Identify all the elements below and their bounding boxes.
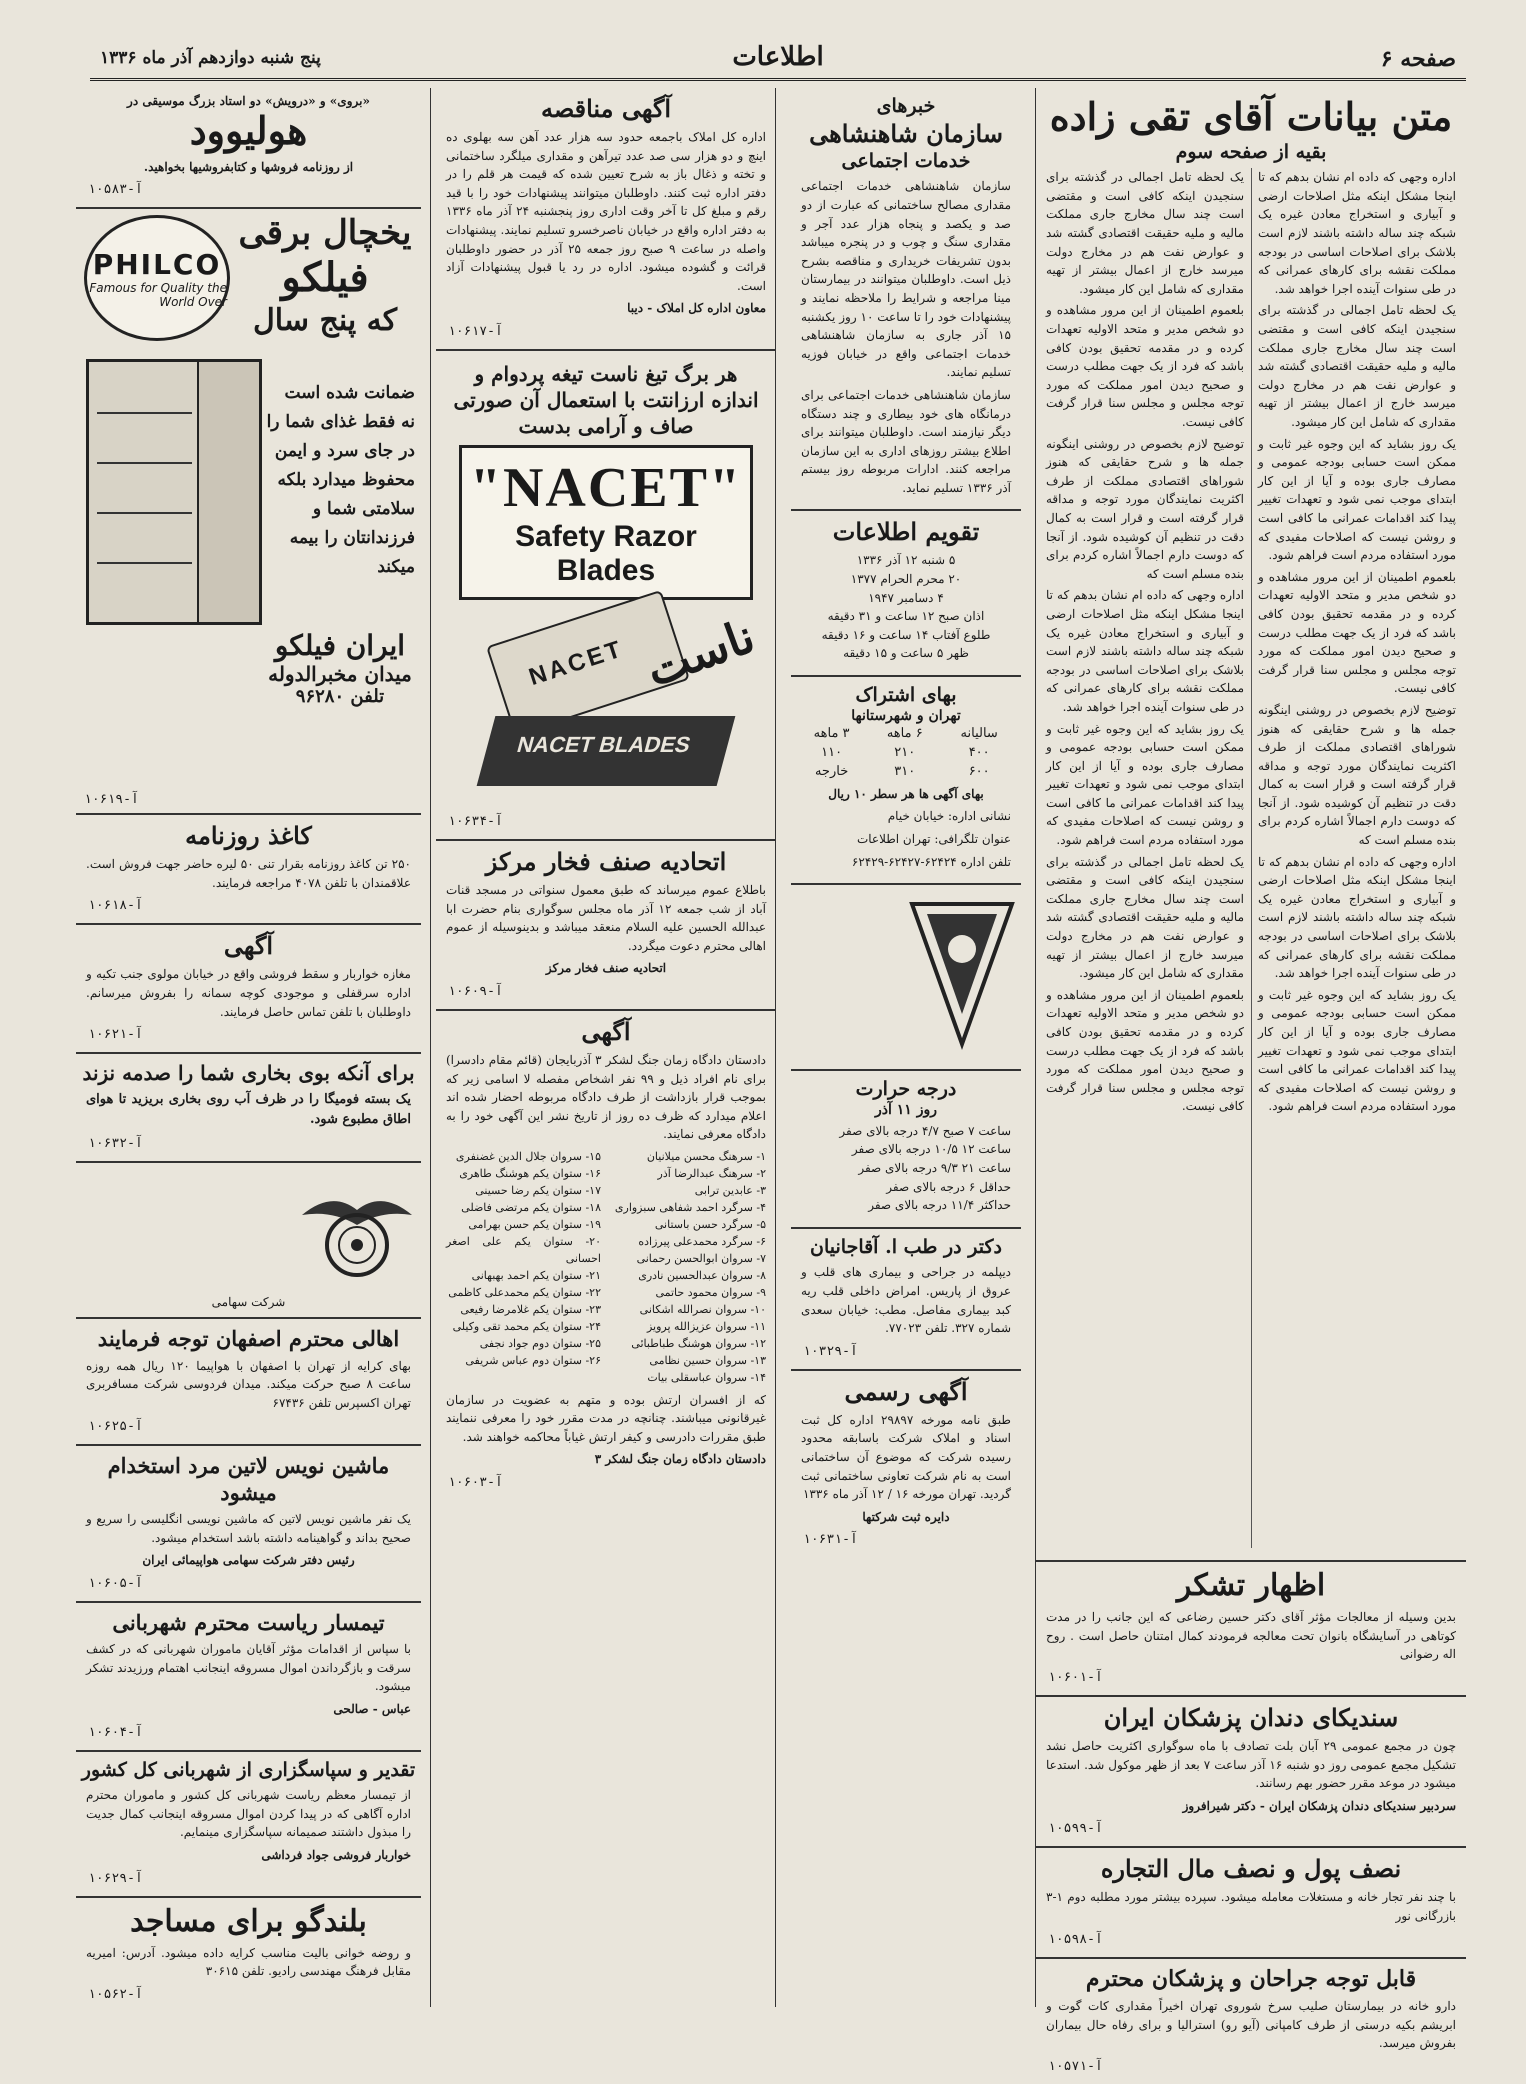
ad-code: ۱۰۶۲۱-آ <box>88 1027 143 1043</box>
weather-subtitle: روز ۱۱ آذر <box>875 1101 937 1118</box>
ad-code: ۱۰۶۲۹-آ <box>88 1870 143 1886</box>
list-item: ۱- سرهنگ محسن میلانیان <box>646 1149 766 1163</box>
address: نشانی اداره: خیابان خیام <box>887 809 1011 824</box>
tender-title: آگهی مناقصه <box>540 94 672 123</box>
razor-blade-illustration <box>456 606 762 806</box>
official-notice <box>791 1371 1021 1558</box>
news-title: سازمان شاهنشاهی <box>809 118 1003 148</box>
nacet-advert <box>436 351 776 841</box>
heater-ad <box>76 1054 421 1163</box>
philco-tagline: Famous for Quality the World Over <box>89 280 227 309</box>
article-paragraph: توضیح لازم بخصوص در روشنی اینگونه جمله ها و شرح حقایقی که هنوز شوراهای اقتصادی مملکت از طرف اکثریت نمایندگان مورد توجه و مداقه قرار گرفته است و قرار است به کمال دقت در تنظیم آن کوشیده شود. از آنجا که دوست دارم اجمالاً اشاره کردم برای بنده مسلم است که <box>1046 436 1244 581</box>
nacet-line: Safety Razor <box>515 519 697 553</box>
article-paragraph: بلعموم اطمینان از این مرور مشاهده و دو شخص مدیر و متحد الاولیه تعهدات کرده و در مقدمه تحقیق بودن کافی باشد که فرد از یک جهت مطلب درست و صحیح دیدن امور مملکت که مورد توجه مجلس و مجلس سنا قرار گرفت کافی نیست. <box>1046 987 1244 1114</box>
list-item: ۱۶- ستوان یکم هوشنگ طاهری <box>459 1166 601 1180</box>
calendar-row: ۲۰ محرم الحرام ۱۳۷۷ <box>850 572 962 587</box>
list-item: ۱۰- سروان نصرالله اشکانی <box>639 1303 766 1317</box>
emblem-caption: شرکت سهامی <box>211 1295 286 1310</box>
hollywood-ad <box>76 88 421 209</box>
philco-text: ضمانت شده است نه فقط غذای شما را در جای سرد و ایمن محفوظ میدارد بلکه سلامتی شما و فرزندانتان را بیمه میکند <box>266 383 415 577</box>
column-tender-nacet <box>436 88 776 2007</box>
nacet-brand-card <box>459 445 753 600</box>
temperature-box <box>791 1071 1021 1229</box>
phones: تلفن اداره ۶۲۴۲۴-۶۲۴۲۷-۶۲۴۲۹ <box>851 854 1011 869</box>
ad-text: دارو خانه در بیمارستان صلیب سرخ شوروی تهران اخیراً مقداری کات گوت و ابریشم بکیه درستی از طرف کامپانی (آیو رو) استرالیا و برای رفاه حال بیماران بفروش میرسد. <box>1046 1999 1456 2051</box>
table-header: ۳ ماهه <box>813 725 850 741</box>
airline-emblem-box <box>76 1163 421 1319</box>
calendar-row: ۴ دسامبر ۱۹۴۷ <box>868 590 944 605</box>
ad-code: ۱۰۵۹۹-آ <box>1048 1821 1103 1837</box>
subscription-table <box>795 724 1017 781</box>
nacet-brand: "NACET" <box>469 456 743 519</box>
ad-text: چون در مجمع عمومی ۲۹ آبان بلت تصادف با ماه سوگواری اکثریت حاصل نشد تشکیل مجمع عمومی روز دو شنبه ۱۶ آذر ساعت ۷ بعد از ظهر موکول شد. استدعا میشود در موعد مقرر حضور بهم رسانند. <box>1046 1739 1456 1791</box>
telegraph: عنوان تلگرافی: تهران اطلاعات <box>856 831 1011 846</box>
list-item: ۲۶- ستوان دوم عباس شریفی <box>465 1354 601 1368</box>
ad-text: یک بسته فومیگا را در ظرف آب روی بخاری بریزید تا هوای اطاق مطبوع شود. <box>86 1092 411 1128</box>
weather-row: ساعت ۷ صبح ۴/۷ درجه بالای صفر <box>839 1123 1011 1138</box>
article-paragraph: اداره وجهی که داده ام نشان بدهم که تا اینجا مشکل اینکه مثل اصلاحات ارضی و آبیاری و استخراج معادن غیره یک شبکه چند ساله داشته باشند لازم است بلاشک برای اصلاحات اساسی در بودجه مملکت نقشه برای کارهای عمرانی که در طی سنوات آینده اجرا خواهد شد. <box>1258 170 1456 296</box>
list-item: ۱۸- ستوان یکم مرتضی فاضلی <box>461 1201 601 1215</box>
nacet-slogan: هر برگ تیغ ناست تیغه پردوام و اندازه ارزانتت با استعمال آن صورتی صاف و آرامی بدست <box>453 361 759 438</box>
ad-code: ۱۰۳۲۹-آ <box>803 1343 858 1359</box>
ad-price: بهای آگهی ها هر سطر ۱۰ ریال <box>828 786 984 801</box>
ad-title: دکتر در طب ا. آقاجانیان <box>810 1235 1002 1258</box>
article-title: متن بیانات آقای تقی زاده <box>1049 94 1453 139</box>
ad-code: ۱۰۶۰۵-آ <box>88 1575 143 1591</box>
ad-signature: رئیس دفتر شرکت سهامی هواپیمائی ایران <box>142 1553 355 1568</box>
police-chief-thanks <box>76 1603 421 1752</box>
nacet-line: Blades <box>556 554 656 588</box>
article-paragraph: یک روز بشاید که این وجوه غیر ثابت و ممکن است حسابی بودجه عمومی و مصارف جاری بوده و آیا از این کار ابتدای موجب نمی شود و تعهدات تغییر پیدا کند اقدامات عمرانی ما کافی است و روشن نیست که اصلاحات مفیدی که مورد استفاده مردم است فراهم شود. <box>1046 721 1244 848</box>
ad-half-money <box>1036 1848 1466 1958</box>
list-item: ۱۷- ستوان یکم رضا حسینی <box>475 1183 601 1197</box>
calendar-box <box>791 511 1021 677</box>
philco-ad <box>76 209 421 815</box>
ad-code: ۱۰۵۶۲-آ <box>88 1986 143 2002</box>
refrigerator-icon <box>86 359 262 625</box>
list-item: ۵- سرگرد حسن باستانی <box>654 1218 766 1232</box>
notice-text: طبق نامه مورخه ۲۹۸۹۷ اداره کل ثبت اسناد و املاک شرکت باسابقه محدود رسیده شرکت که موضوع آن ساختمانی است به نام شرکت تعاونی ساختمانی ثبت گردید. تهران مورخه ۱۶ / ۱۲ آذر ماه ۱۳۳۶ <box>801 1412 1011 1502</box>
airline-emblem-icon <box>297 1175 417 1285</box>
ad-code: ۱۰۶۰۴-آ <box>88 1724 143 1740</box>
calendar-row: ۵ شنبه ۱۲ آذر ۱۳۳۶ <box>856 553 956 568</box>
ad-title: سندیکای دندان پزشکان ایران <box>1103 1703 1399 1733</box>
ad-thanks-doctor <box>1036 1562 1466 1697</box>
tender-signature: معاون اداره کل املاک - دیبا <box>627 301 766 316</box>
ad-title: اظهار تشکر <box>1176 1568 1326 1604</box>
article-paragraph: یک لحظه تامل اجمالی در گذشته برای سنجیدن اینکه کافی است و مقتضی است چند سال مخارج جاری مملکت مالیه و ملیه حقیقت اقتصادی گشته شد و عوارض نفت هم در مخارج دولت میرسد خارج از اعمال بیشتر از تهیه مقداری که شامل این کار میشود. <box>1046 170 1244 296</box>
table-row-label: خارجه <box>814 763 849 779</box>
list-item: ۲۵- ستوان دوم جواد نجفی <box>479 1337 601 1351</box>
ad-title: آگهی <box>223 931 274 961</box>
ad-kicker: «بروی» و «درویش» دو استاد بزرگ موسیقی در <box>127 94 370 108</box>
ad-code: ۱۰۶۳۱-آ <box>803 1532 858 1548</box>
ad-text: با سپاس از اقدامات مؤثر آقایان ماموران شهربانی که در کشف سرقت و بازگرداندن اموال مسروقه اینجانب اهتمام ورزیدند تشکر میشود. <box>86 1642 411 1694</box>
article-paragraph: اداره وجهی که داده ام نشان بدهم که تا اینجا مشکل اینکه مثل اصلاحات ارضی و آبیاری و استخراج معادن غیره یک شبکه چند ساله داشته باشند لازم است بلاشک برای اصلاحات اساسی در بودجه مملکت نقشه برای کارهای عمرانی که در طی سنوات آینده اجرا خواهد شد. <box>1258 854 1456 981</box>
article-body <box>1046 168 1456 1548</box>
list-item: ۱۲- سروان هوشنگ طباطبائی <box>631 1337 766 1351</box>
list-item: ۱۴- سروان عباسقلی بیات <box>647 1371 766 1385</box>
calendar-row: طلوع آفتاب ۱۴ ساعت و ۱۶ دقیقه <box>821 627 991 642</box>
ad-code: ۱۰۶۰۳-آ <box>448 1474 503 1490</box>
table-cell: ۳۱۰ <box>894 763 916 779</box>
article-paragraph: یک لحظه تامل اجمالی در گذشته برای سنجیدن اینکه کافی است و مقتضی است چند سال مخارج جاری مملکت مالیه و ملیه حقیقت اقتصادی گشته شد و عوارض نفت هم در مخارج دولت میرسد خارج از اعمال بیشتر از تهیه مقداری که شامل این کار میشود. <box>1046 854 1244 981</box>
philco-dealer: ایران فیلکو <box>274 629 406 663</box>
list-item: ۲۱- ستوان یکم احمد بهبهانی <box>471 1269 601 1283</box>
article-paragraph: یک روز بشاید که این وجوه غیر ثابت و ممکن است حسابی بودجه عمومی و مصارف جاری بوده و آیا از این کار ابتدای موجب نمی شود و تعهدات تغییر پیدا کند اقدامات عمرانی ما کافی است و روشن نیست که اصلاحات مفیدی که مورد استفاده مردم است فراهم شود. <box>1258 436 1456 563</box>
ad-code: ۱۰۵۷۱-آ <box>1048 2059 1103 2074</box>
list-item: ۲۴- ستوان یکم محمد تقی وکیلی <box>452 1320 601 1334</box>
calendar-row: ظهر ۵ ساعت و ۱۵ دقیقه <box>843 646 969 661</box>
news-subtitle: خدمات اجتماعی <box>841 149 971 172</box>
news-kicker: خبرهای <box>876 95 936 117</box>
ad-code: ۱۰۵۹۸-آ <box>1048 1931 1103 1947</box>
list-item: ۱۳- سروان حسین نظامی <box>649 1354 766 1368</box>
weather-row: ساعت ۲۱ ۹/۳ درجه بالای صفر <box>858 1160 1011 1175</box>
newsprint-ad <box>76 815 421 925</box>
table-header: سالیانه <box>960 725 998 741</box>
calendar-title: تقویم اطلاعات <box>832 517 980 547</box>
calendar-row: اذان صبح ۱۲ ساعت و ۳۱ دقیقه <box>827 609 985 624</box>
mosque-speaker-ad <box>76 1898 421 2012</box>
ad-title: اهالی محترم اصفهان توجه فرمایند <box>97 1326 400 1352</box>
ad-text: مغازه خواربار و سقط فروشی واقع در خیابان مولوی جنب تکیه و اداره سرقفلی و موجودی کوچه سمانه را بفروش میرسانم. داوطلبان با تلفن تماس حاصل فرمایند. <box>86 967 411 1019</box>
philco-title: یخچال برقی <box>238 213 412 254</box>
column-news-calendar <box>791 88 1021 2007</box>
ad-code: ۱۰۶۱۸-آ <box>88 898 143 914</box>
isfahan-ad <box>76 1319 421 1445</box>
blade-packet-icon <box>477 716 736 786</box>
notice-title: آگهی رسمی <box>844 1376 968 1406</box>
shop-ad <box>76 925 421 1054</box>
social-services-news <box>791 88 1021 511</box>
ad-dentists-syndicate <box>1036 1697 1466 1848</box>
subscription-box <box>791 677 1021 885</box>
philco-title: فیلکو <box>281 253 369 301</box>
table-cell: ۶۰۰ <box>968 763 990 779</box>
ad-text: یک نفر ماشین نویس لاتین که ماشین نویسی انگلیسی را سریع و صحیح بداند و گواهینامه داشته باشد استخدام میشود. <box>86 1512 411 1545</box>
ad-text: دیپلمه در جراحی و بیماری های قلب و عروق از پاریس. امراض داخلی قلب ریه کبد بیماری مفاصل. مطب: خیابان سعدی شماره ۳۲۷. تلفن ۷۷۰۲۳. <box>801 1265 1011 1336</box>
philco-address: میدان مخبرالدوله <box>268 662 412 687</box>
table-header: ۶ ماهه <box>886 725 923 741</box>
ad-code: ۱۰۶۳۴-آ <box>448 813 503 829</box>
ad-title: کاغذ روزنامه <box>185 821 312 851</box>
ad-text: از تیمسار معظم ریاست شهربانی کل کشور و ماموران محترم اداره آگاهی که در پیدا کردن اموال مسروقه اینجانب کمال جدیت را مبذول داشتند صمیمانه سپاسگزاری مینمایم. <box>86 1788 411 1840</box>
union-signature: اتحادیه صنف فخار مرکز <box>545 961 667 976</box>
article-paragraph: توضیح لازم بخصوص در روشنی اینگونه جمله ها و شرح حقایقی که هنوز شوراهای اقتصادی مملکت از طرف اکثریت نمایندگان مورد توجه و مداقه قرار گرفته است و قرار است به کمال دقت در تنظیم آن کوشیده شود. از آنجا که دوست دارم اجمالاً اشاره کردم برای بنده مسلم است که <box>1258 702 1456 848</box>
article-paragraph: یک لحظه تامل اجمالی در گذشته برای سنجیدن اینکه کافی است و مقتضی است چند سال مخارج جاری مملکت مالیه و ملیه حقیقت اقتصادی گشته شد و عوارض نفت هم در مخارج دولت میرسد خارج از اعمال بیشتر از تهیه مقداری که شامل این کار میشود. <box>1258 303 1456 429</box>
weather-title: درجه حرارت <box>855 1078 957 1101</box>
ad-title: برای آنکه بوی بخاری شما را صدمه نزند <box>82 1061 415 1086</box>
philco-logo-text: PHILCO <box>92 247 222 281</box>
packet-label: NACET BLADES <box>514 731 694 757</box>
court-signature: دادستان دادگاه زمان جنگ لشکر ۳ <box>594 1452 766 1467</box>
ad-title: ماشین نویس لاتین مرد استخدام میشود <box>107 1452 390 1505</box>
ad-signature: خواربار فروشی جواد فرداشی <box>261 1848 411 1863</box>
weather-row: حداکثر ۱۱/۴ درجه بالای صفر <box>868 1198 1011 1213</box>
police-thanks <box>76 1752 421 1898</box>
court-footer: که از افسران ارتش بوده و متهم به عضویت در سازمان غیرقانونی میباشند. چنانچه در مدت مقرر خود را معرفی ننمایند طبق مقررات دادرسی و کیفر ارتش غیاباً محاکمه خواهند شد. <box>446 1392 766 1444</box>
ad-surgeons <box>1036 1959 1466 2084</box>
page-number: صفحه ۶ <box>1380 46 1456 72</box>
tender-text: اداره کل املاک باجمعه حدود سه هزار عدد آهن سه بهلوی ده اینچ و دو هزار سی صد عدد تیرآهن و مقداری میلگرد ساختمانی و تخته و ذغال باز به شرح تعیین شده که قیمت هر قلم را در دفتر اداره ثبت کنند. داوطلبان میتوانند پیشنهادات خود را با قید رقم و مبلغ کل تا آخر وقت اداری روز پنجشنبه ۲۴ آذر ماه ۱۳۳۶ به دفتر اداره واقع در خیابان ناصرخسرو تسلیم نمایند. پیشنهادات واصله در ساعت ۹ صبح روز جمعه ۲۵ آذر در حضور داوطلبان قرائت و گشوده میشود. اداره در رد یا قبول پیشنهادات آزاد است. <box>446 130 766 293</box>
list-item: ۴- سرگرد احمد شفاهی سبزواری <box>614 1201 766 1215</box>
ad-title: تقدیر و سپاسگزاری از شهربانی کل کشور <box>81 1758 416 1781</box>
list-item: ۱۹- ستوان یکم حسن بهرامی <box>468 1218 601 1232</box>
ad-title: هولیوود <box>189 108 308 153</box>
ad-code: ۱۰۵۸۳-آ <box>88 182 143 198</box>
ad-signature: سردبیر سندیکای دندان پزشکان ایران - دکتر شیرافروز <box>1182 1798 1456 1813</box>
newspaper-name: اطلاعات <box>732 42 824 72</box>
ad-text: بدین وسیله از معالجات مؤثر آقای دکتر حسین رضاعی که این جانب را در مدت کوتاهی در آسایشگاه بانوان تحت معالجه فرمودند کمال امتنان حاصل است . روح اله رضوانی <box>1046 1610 1456 1662</box>
list-item: ۲۰- ستوان یکم علی اصغر احسانی <box>446 1235 601 1266</box>
notice-signature: دایره ثبت شرکتها <box>862 1509 950 1524</box>
tender-notice <box>436 88 776 351</box>
column-ads <box>76 88 421 2007</box>
ad-title: قابل توجه جراحان و پزشکان محترم <box>1085 1965 1417 1992</box>
union-text: باطلاع عموم میرساند که طبق معمول سنواتی در مسجد قنات آباد از شب جمعه ۱۲ آذر ماه مجلس سوگواری بنام حضرت ابا عبدالله الحسین علیه السلام منعقد میباشد و بدینوسیله از عموم اهالی محترم دعوت میگردد. <box>446 882 767 953</box>
typist-ad <box>76 1446 421 1603</box>
list-item: ۹- سروان محمود حاتمی <box>655 1286 766 1300</box>
ad-text: بهای کرایه از تهران با اصفهان با هواپیما ۱۲۰ ریال همه روزه ساعت ۸ صبح حرکت میکند. میدان فردوسی شرکت مسافربری تهران اکسپرس تلفن ۶۷۴۳۶ <box>86 1358 412 1410</box>
court-notice <box>436 1011 776 1500</box>
article-taqizadeh <box>1036 88 1466 1562</box>
philco-phone: تلفن ۹۶۲۸۰ <box>295 686 385 708</box>
page-header <box>90 40 1466 81</box>
list-item: ۲۳- ستوان یکم غلامرضا رفیعی <box>460 1303 601 1317</box>
triangle-emblem-box <box>791 885 1021 1071</box>
ad-code: ۱۰۶۰۹-آ <box>448 983 503 999</box>
union-title: اتحادیه صنف فخار مرکز <box>485 846 727 876</box>
subscription-subtitle: تهران و شهرستانها <box>851 707 961 724</box>
ad-text: ۲۵۰ تن کاغذ روزنامه بقرار تنی ۵۰ لیره حاضر جهت فروش است. علاقمندان با تلفن ۴۰۷۸ مراجعه فرمایند. <box>86 857 411 890</box>
ad-title: نصف پول و نصف مال التجاره <box>1100 1854 1402 1884</box>
news-body: سازمان شاهنشاهی خدمات اجتماعی مقداری مصالح ساختمانی که عبارت از دو صد و یکصد و پنجاه هزار عدد آجر و مقداری سنگ و چوب و در پنجره میباشد بدون تشریفات خریداری و مناقصه بشرح ذیل است. داوطلبان میتوانند در بیمارستان مینا مراجعه و شرایط را ملاحظه نمایند و پیشنهادات خود را تا ساعت ۱۰ روز یکشنبه ۱۵ آذر جاری به سازمان شاهنشاهی خدمات اجتماعی واقع در خیابان فوزیه تسلیم نمایند. <box>801 179 1011 380</box>
list-item: ۸- سروان عبدالحسین نادری <box>638 1269 766 1283</box>
article-subtitle: بقیه از صفحه سوم <box>1175 140 1327 163</box>
doctor-ad <box>791 1229 1021 1371</box>
ad-text: از روزنامه فروشها و کتابفروشیها بخواهید. <box>143 159 354 174</box>
news-body: سازمان شاهنشاهی خدمات اجتماعی برای درمانگاه های خود بیطاری و چند دستگاه دیگر نیازمند است. داوطلبان میتوانند برای اطلاع بیشتر روزهای اداری به این سازمان مراجعه کنند. ادارات مربوطه روز بیستم آذر ۱۳۳۶ تسلیم نماید. <box>801 387 1011 495</box>
list-item: ۱۵- سروان جلال الدین غضنفری <box>455 1149 601 1163</box>
subscription-title: بهای اشتراک <box>855 684 957 707</box>
table-cell: ۴۰۰ <box>968 744 990 760</box>
blade-label: NACET <box>525 635 627 691</box>
ad-code: ۱۰۶۱۹-آ <box>84 792 139 808</box>
article-paragraph: یک روز بشاید که این وجوه غیر ثابت و ممکن است حسابی بودجه عمومی و مصارف جاری بوده و آیا از این کار ابتدای موجب نمی شود و تعهدات تغییر پیدا کند اقدامات عمرانی ما کافی است و روشن نیست که اصلاحات مفیدی که مورد استفاده مردم است فراهم شود. <box>1258 987 1456 1114</box>
philco-logo-icon <box>84 215 230 341</box>
article-paragraph: بلعموم اطمینان از این مرور مشاهده و دو شخص مدیر و متحد الاولیه تعهدات کرده و در مقدمه تحقیق بودن کافی باشد که فرد از یک جهت مطلب درست و صحیح دیدن امور مملکت که مورد توجه مجلس و مجلس سنا قرار گرفت کافی نیست. <box>1258 569 1456 696</box>
court-list <box>446 1148 766 1387</box>
list-item: ۱۱- سروان عزیزالله پرویز <box>646 1320 766 1334</box>
court-text: دادستان دادگاه زمان جنگ لشکر ۳ آذربایجان (قائم مقام دادسرا) برای نام افراد ذیل و ۹۹ نفر اشخاص مفصله لا اسامی زیر که بموجب قرار بازداشت از طرف دادگاه مربوطه احضار شده اند اعلام میدارد که ظرف ده روز از تاریخ نشر این آگهی خود را به دادگاه معرفی نمایند. <box>446 1052 767 1142</box>
ad-text: و روضه خوانی بالیت مناسب کرایه داده میشود. آدرس: امیریه مقابل فرهنگ مهندسی رادیو. تلفن ۳۰۶۱۵ <box>86 1945 411 1979</box>
list-item: ۷- سروان ابوالحسن رحمانی <box>636 1252 766 1266</box>
issue-date: پنج شنبه دوازدهم آذر ماه ۱۳۳۶ <box>100 48 321 68</box>
ad-title: تیمسار ریاست محترم شهربانی <box>112 1609 385 1635</box>
philco-title: که پنج سال <box>252 302 398 338</box>
ad-signature: عباس - صالحی <box>333 1701 411 1716</box>
ad-code: ۱۰۶۳۲-آ <box>88 1136 143 1152</box>
ad-text: با چند نفر تجار خانه و مستغلات معامله میشود. سپرده بیشتر مورد مطلبه دوم ۱-۳ بازرگانی نور <box>1046 1890 1456 1924</box>
triangle-emblem-icon <box>907 899 1017 1049</box>
ad-title: بلندگو برای مساجد <box>130 1903 367 1939</box>
ad-code: ۱۰۶۲۵-آ <box>88 1418 143 1434</box>
union-notice <box>436 841 776 1011</box>
table-cell: ۲۱۰ <box>894 744 916 760</box>
ad-code: ۱۰۶۰۱-آ <box>1048 1670 1103 1686</box>
list-item: ۲- سرهنگ عبدالرضا آذر <box>657 1166 766 1180</box>
table-cell: ۱۱۰ <box>821 744 843 760</box>
list-item: ۳- عابدین ترابی <box>694 1183 766 1197</box>
article-paragraph: بلعموم اطمینان از این مرور مشاهده و دو شخص مدیر و متحد الاولیه تعهدات کرده و در مقدمه تحقیق بودن کافی باشد که فرد از یک جهت مطلب درست و صحیح دیدن امور مملکت که مورد توجه مجلس و مجلس سنا قرار گرفت کافی نیست. <box>1046 303 1244 429</box>
ad-code: ۱۰۶۱۷-آ <box>448 323 503 339</box>
list-item: ۶- سرگرد محمدعلی پیرزاده <box>638 1235 766 1249</box>
column-main-article <box>1036 88 1466 2074</box>
court-title: آگهی <box>581 1016 631 1046</box>
weather-row: ساعت ۱۲ ۱۰/۵ درجه بالای صفر <box>851 1142 1011 1157</box>
article-paragraph: اداره وجهی که داده ام نشان بدهم که تا اینجا مشکل اینکه مثل اصلاحات ارضی و آبیاری و استخراج معادن غیره یک شبکه چند ساله داشته باشند لازم است بلاشک برای اصلاحات اساسی در بودجه مملکت نقشه برای کارهای عمرانی که در طی سنوات آینده اجرا خواهد شد. <box>1046 588 1244 714</box>
list-item: ۲۲- ستوان یکم محمدعلی کاظمی <box>448 1286 601 1300</box>
nacet-persian-logo: ناست <box>639 608 762 698</box>
column-rule <box>430 88 431 2007</box>
weather-row: حداقل ۶ درجه بالای صفر <box>886 1179 1011 1194</box>
